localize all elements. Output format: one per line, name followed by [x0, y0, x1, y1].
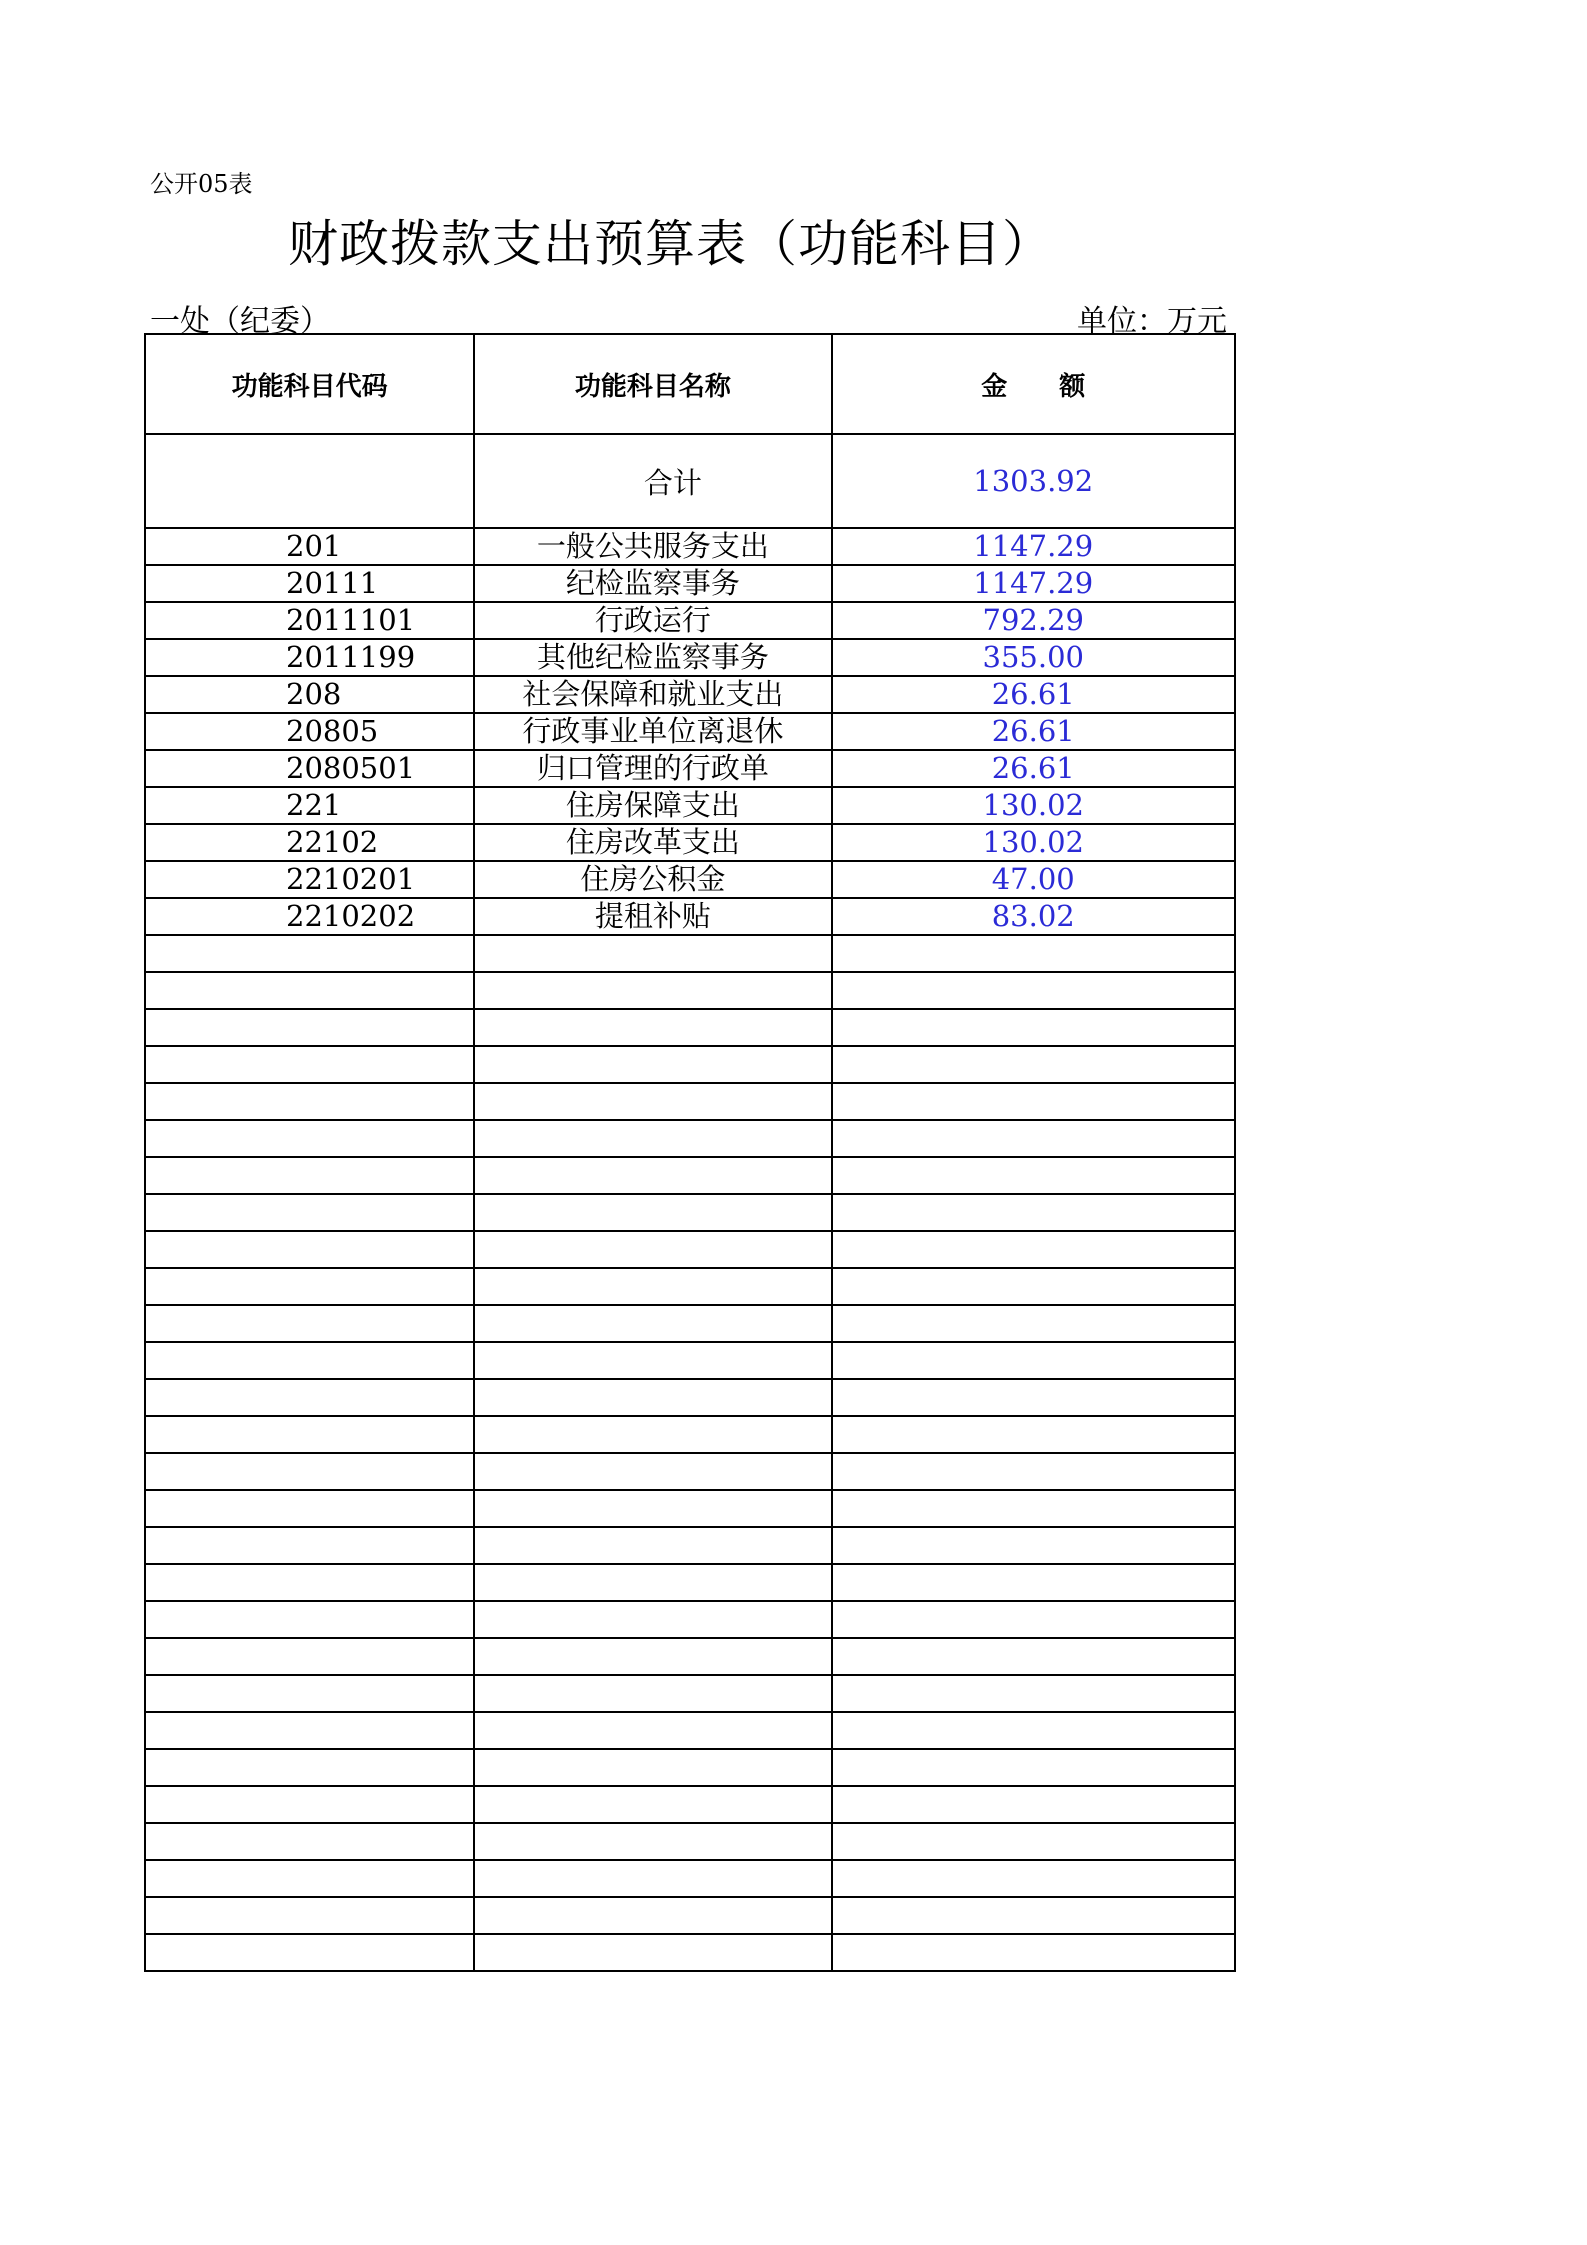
- amount-cell: 792.29: [832, 602, 1236, 639]
- empty-cell: [832, 1675, 1236, 1712]
- empty-cell: [145, 1860, 474, 1897]
- empty-cell: [474, 1157, 831, 1194]
- empty-cell: [474, 1823, 831, 1860]
- empty-cell: [832, 1786, 1236, 1823]
- code-cell: 201: [145, 528, 474, 565]
- name-cell: 一般公共服务支出: [474, 528, 831, 565]
- total-label: 合计: [474, 434, 831, 528]
- empty-row: [145, 972, 1235, 1009]
- empty-cell: [832, 1120, 1236, 1157]
- code-cell: 2011199: [145, 639, 474, 676]
- empty-cell: [145, 1749, 474, 1786]
- empty-row: [145, 1638, 1235, 1675]
- empty-row: [145, 1860, 1235, 1897]
- name-cell: 提租补贴: [474, 898, 831, 935]
- empty-row: [145, 1157, 1235, 1194]
- code-cell: 2011101: [145, 602, 474, 639]
- empty-cell: [145, 1601, 474, 1638]
- empty-cell: [145, 1046, 474, 1083]
- amount-cell: 1147.29: [832, 528, 1236, 565]
- empty-cell: [474, 1046, 831, 1083]
- amount-cell: 26.61: [832, 750, 1236, 787]
- empty-cell: [474, 1009, 831, 1046]
- empty-cell: [474, 1194, 831, 1231]
- empty-cell: [474, 1490, 831, 1527]
- empty-row: [145, 1749, 1235, 1786]
- code-cell: 221: [145, 787, 474, 824]
- empty-cell: [145, 1675, 474, 1712]
- empty-cell: [832, 1823, 1236, 1860]
- empty-cell: [474, 1231, 831, 1268]
- empty-cell: [145, 1416, 474, 1453]
- empty-cell: [145, 1527, 474, 1564]
- empty-row: [145, 1194, 1235, 1231]
- table-row: [145, 602, 1235, 639]
- table-row: [145, 787, 1235, 824]
- table-row: [145, 639, 1235, 676]
- name-cell: 纪检监察事务: [474, 565, 831, 602]
- empty-cell: [474, 1749, 831, 1786]
- empty-cell: [474, 1083, 831, 1120]
- empty-row: [145, 1120, 1235, 1157]
- empty-row: [145, 1231, 1235, 1268]
- empty-cell: [832, 1897, 1236, 1934]
- empty-cell: [832, 1379, 1236, 1416]
- table-row: [145, 861, 1235, 898]
- empty-row: [145, 1564, 1235, 1601]
- amount-cell: 130.02: [832, 824, 1236, 861]
- empty-cell: [474, 1527, 831, 1564]
- code-cell: 22102: [145, 824, 474, 861]
- empty-cell: [832, 935, 1236, 972]
- budget-table: [144, 333, 1236, 1972]
- empty-row: [145, 1897, 1235, 1934]
- code-cell: 2210201: [145, 861, 474, 898]
- empty-cell: [832, 1416, 1236, 1453]
- empty-cell: [145, 972, 474, 1009]
- empty-cell: [145, 1231, 474, 1268]
- organization-label: 一处（纪委）: [150, 304, 330, 339]
- code-cell: 2080501: [145, 750, 474, 787]
- empty-cell: [145, 1194, 474, 1231]
- empty-cell: [832, 972, 1236, 1009]
- empty-row: [145, 1009, 1235, 1046]
- empty-cell: [832, 1527, 1236, 1564]
- empty-cell: [474, 1268, 831, 1305]
- empty-cell: [145, 1897, 474, 1934]
- table-row: [145, 750, 1235, 787]
- empty-cell: [832, 1749, 1236, 1786]
- empty-cell: [832, 1342, 1236, 1379]
- empty-cell: [474, 935, 831, 972]
- name-cell: 住房公积金: [474, 861, 831, 898]
- empty-cell: [474, 1860, 831, 1897]
- empty-cell: [145, 1453, 474, 1490]
- amount-cell: 130.02: [832, 787, 1236, 824]
- empty-cell: [474, 1786, 831, 1823]
- empty-cell: [474, 1416, 831, 1453]
- empty-row: [145, 1712, 1235, 1749]
- empty-cell: [474, 1897, 831, 1934]
- empty-row: [145, 1601, 1235, 1638]
- amount-cell: 83.02: [832, 898, 1236, 935]
- header-amount: 金 额: [832, 334, 1236, 434]
- empty-cell: [145, 1120, 474, 1157]
- empty-cell: [832, 1934, 1236, 1971]
- empty-row: [145, 1453, 1235, 1490]
- empty-cell: [145, 1934, 474, 1971]
- empty-row: [145, 1675, 1235, 1712]
- empty-cell: [832, 1712, 1236, 1749]
- empty-cell: [145, 1786, 474, 1823]
- empty-cell: [474, 1934, 831, 1971]
- table-row: [145, 713, 1235, 750]
- empty-row: [145, 1305, 1235, 1342]
- name-cell: 行政事业单位离退休: [474, 713, 831, 750]
- unit-label: 单位：万元: [1077, 304, 1227, 339]
- empty-cell: [832, 1157, 1236, 1194]
- name-cell: 住房保障支出: [474, 787, 831, 824]
- code-cell: 20805: [145, 713, 474, 750]
- empty-cell: [474, 1601, 831, 1638]
- amount-cell: 26.61: [832, 676, 1236, 713]
- amount-cell: 355.00: [832, 639, 1236, 676]
- empty-cell: [145, 1342, 474, 1379]
- empty-row: [145, 1083, 1235, 1120]
- page-title: 财政拨款支出预算表（功能科目）: [288, 215, 1053, 273]
- empty-row: [145, 935, 1235, 972]
- name-cell: 行政运行: [474, 602, 831, 639]
- empty-cell: [832, 1083, 1236, 1120]
- empty-cell: [145, 1379, 474, 1416]
- empty-cell: [474, 1638, 831, 1675]
- table-row: [145, 528, 1235, 565]
- empty-cell: [145, 1823, 474, 1860]
- table-row: [145, 898, 1235, 935]
- total-amount: 1303.92: [832, 434, 1236, 528]
- empty-cell: [832, 1305, 1236, 1342]
- empty-cell: [832, 1564, 1236, 1601]
- empty-row: [145, 1342, 1235, 1379]
- empty-cell: [832, 1638, 1236, 1675]
- empty-cell: [145, 1638, 474, 1675]
- empty-cell: [832, 1453, 1236, 1490]
- empty-cell: [145, 1009, 474, 1046]
- empty-cell: [145, 1490, 474, 1527]
- empty-cell: [474, 1712, 831, 1749]
- empty-row: [145, 1046, 1235, 1083]
- empty-cell: [474, 1305, 831, 1342]
- empty-cell: [832, 1860, 1236, 1897]
- total-code-cell: [145, 434, 474, 528]
- empty-row: [145, 1490, 1235, 1527]
- empty-row: [145, 1379, 1235, 1416]
- empty-cell: [474, 1379, 831, 1416]
- empty-row: [145, 1416, 1235, 1453]
- total-row: [145, 434, 1235, 528]
- empty-cell: [832, 1194, 1236, 1231]
- table-header-row: [145, 334, 1235, 434]
- name-cell: 归口管理的行政单: [474, 750, 831, 787]
- name-cell: 其他纪检监察事务: [474, 639, 831, 676]
- empty-cell: [145, 1083, 474, 1120]
- empty-cell: [145, 935, 474, 972]
- code-cell: 20111: [145, 565, 474, 602]
- code-cell: 208: [145, 676, 474, 713]
- empty-cell: [832, 1046, 1236, 1083]
- empty-row: [145, 1823, 1235, 1860]
- name-cell: 社会保障和就业支出: [474, 676, 831, 713]
- empty-cell: [145, 1305, 474, 1342]
- empty-cell: [145, 1157, 474, 1194]
- empty-cell: [474, 1675, 831, 1712]
- empty-cell: [832, 1601, 1236, 1638]
- empty-cell: [145, 1268, 474, 1305]
- empty-row: [145, 1268, 1235, 1305]
- empty-cell: [832, 1490, 1236, 1527]
- empty-cell: [832, 1009, 1236, 1046]
- amount-cell: 1147.29: [832, 565, 1236, 602]
- name-cell: 住房改革支出: [474, 824, 831, 861]
- empty-cell: [474, 1120, 831, 1157]
- amount-cell: 47.00: [832, 861, 1236, 898]
- empty-row: [145, 1527, 1235, 1564]
- empty-cell: [474, 972, 831, 1009]
- empty-cell: [474, 1453, 831, 1490]
- empty-row: [145, 1786, 1235, 1823]
- header-code: 功能科目代码: [145, 334, 474, 434]
- data-rows: [145, 528, 1235, 1971]
- code-cell: 2210202: [145, 898, 474, 935]
- table-row: [145, 565, 1235, 602]
- table-row: [145, 824, 1235, 861]
- empty-cell: [145, 1712, 474, 1749]
- form-code: 公开05表: [150, 170, 253, 198]
- empty-cell: [832, 1231, 1236, 1268]
- empty-row: [145, 1934, 1235, 1971]
- empty-cell: [474, 1564, 831, 1601]
- empty-cell: [145, 1564, 474, 1601]
- empty-cell: [474, 1342, 831, 1379]
- header-name: 功能科目名称: [474, 334, 831, 434]
- table-row: [145, 676, 1235, 713]
- amount-cell: 26.61: [832, 713, 1236, 750]
- empty-cell: [832, 1268, 1236, 1305]
